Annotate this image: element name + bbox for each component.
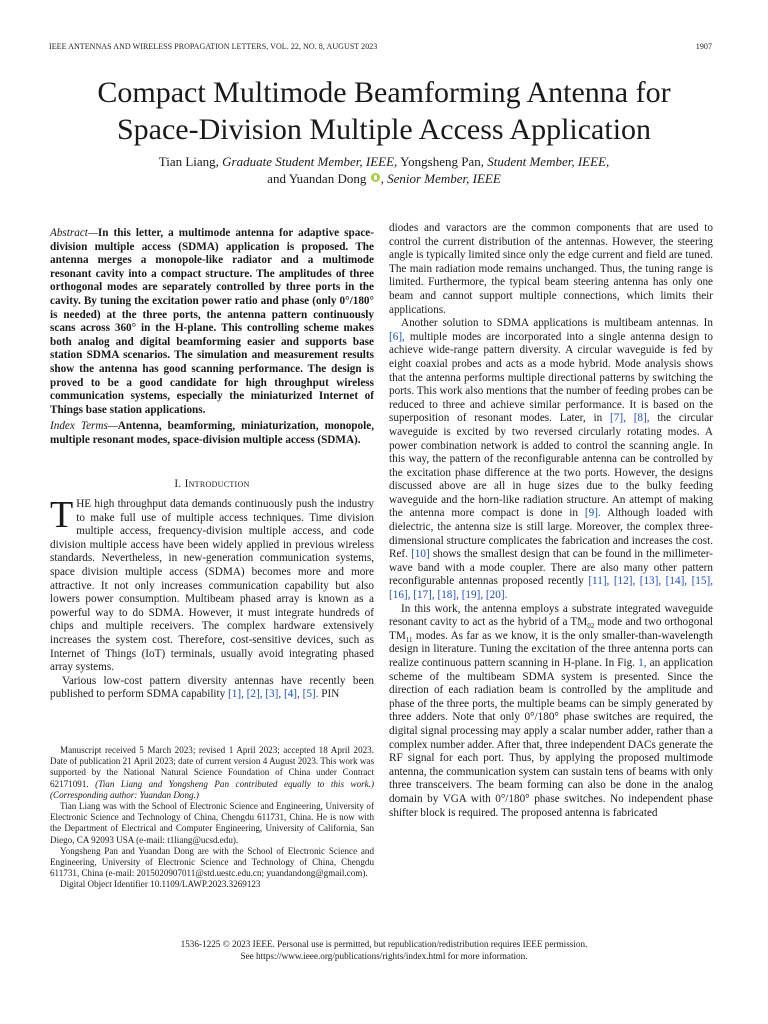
index-terms [50, 420, 374, 447]
paper-title [40, 74, 728, 148]
footnote-doi: Digital Object Identifier 10.1109/LAWP.2023.3269123 [60, 879, 261, 890]
right-paragraph-2: Another solution to SDMA applications is multibeam antennas. In [6], multiple modes are incorporated into a single antenna design to achieve wide-range pattern diversity. A circular waveguide is fed by eight coaxial probes and acts as a mode hybrid. Mode analysis shows that the antenna performs multiple directional patterns by switching the ports. This work also mentions that the number of feeding probes can be reduced to three and achieve similar performance. It is based on the superposition of resonant modes. Later, in [7], [8], the circular waveguide is excited by two reversed circularly rotating modes. A power combination network is added to control the scanning angle. In this way, the pattern of the reconfigurable antenna can be controlled by the excitation phase difference at the two ports. However, the designs discussed above are all in huge sizes due to the bulky feeding waveguide and the horn-like radiation structure. An attempt of making the antenna more compact is done in [9]. Although loaded with dielectric, the antenna size is still large. Moreover, the complex three-dimensional structure complicates the fabrication and increases the cost. Ref. [10] shows the smallest design that can be found in the millimeter-wave band with a mode coupler. There are also many other pattern reconfigurable antennas proposed recently [11], [12], [13], [14], [15], [16], [17], [18], [19], [20]. [389, 317, 714, 602]
footer-line-1: 1536-1225 © 2023 IEEE. Personal use is permitted, but republication/redistribution requires IEEE permission. [180, 939, 588, 949]
citation-link[interactable]: [10] [411, 548, 430, 561]
footnote-liang: Tian Liang was with the School of Electronic Science and Engineering, University of Electronic Science and Technology of China, Chengdu 611731, China. He is now with the Department of Electrical and Computer Engineering, University of California, San Diego, CA 92093 USA (e-mail: t1liang@ucsd.edu). [50, 801, 374, 845]
citation-link[interactable]: [6], [389, 330, 405, 343]
copyright-footer [0, 939, 768, 962]
abstract-text: In this letter, a multimode antenna for adaptive space-division multiple access (SDMA) application is proposed. The antenna merges a monopole-like radiator and a multimode resonant cavity into a compact structure. The amplitudes of three orthogonal modes are separately controlled by three ports in the cavity. By tuning the excitation power ratio and phase (only 0°/180° is needed) at the three ports, the antenna pattern continuously scans across 360° in the H-plane. This controlling scheme makes both analog and digital beamforming easier and supports base station SDMA scenarios. The simulation and measurement results show the antenna has good scanning performance. The design is proved to be a good candidate for high throughput wireless communication systems, especially the miniaturized Internet of Things base station applications. [50, 227, 374, 416]
title-line-2: Space-Division Multiple Access Application [116, 113, 652, 146]
index-terms-text: Antenna, beamforming, miniaturization, monopole, multiple resonant modes, space-division multiple access (SDMA). [50, 420, 374, 446]
author-1-name: Tian Liang, [158, 154, 219, 169]
author-2-name: Yongsheng Pan, [400, 154, 484, 169]
footnote-pan-dong: Yongsheng Pan and Yuandan Dong are with the School of Electronic Science and Engineering, University of Electronic Science and Technology of China, Chengdu 611731, China (e-mail: 2015020907011@std.uestc.edu.cn; yuandandong@gmail.com). [50, 845, 374, 879]
citation-link[interactable]: [7], [8], [610, 412, 650, 425]
author-3-role: , Senior Member, IEEE [380, 171, 501, 186]
intro-text [50, 494, 374, 702]
orcid-icon[interactable] [371, 173, 380, 182]
intro-paragraph-2: Various low-cost pattern diversity antennas have recently been published to perform SDMA capability [1], [2], [3], [4], [5]. PIN [50, 674, 374, 701]
citation-link[interactable]: [1], [2], [3], [4], [5]. [228, 688, 319, 701]
citation-link[interactable]: [9]. [584, 507, 601, 520]
page-number: 1907 [695, 42, 712, 51]
journal-header: IEEE ANTENNAS AND WIRELESS PROPAGATION LETTERS, VOL. 22, NO. 8, AUGUST 2023 [49, 42, 378, 51]
section-heading [50, 478, 374, 490]
right-paragraph-1: diodes and varactors are the common components that are used to control the current distribution of the antennas. However, the steering angle is typically limited since only the edge current and field are tuned. The main radiation mode remains unchanged. Thus, the tuning range is limited. Furthermore, the typical beam steering antenna has only one beam and cannot support multiple connections, which limits their applications. [389, 222, 713, 316]
author-2-role: Student Member, IEEE, [487, 154, 610, 169]
section-number: I. [174, 478, 182, 490]
author-3-name: and Yuandan Dong [267, 171, 367, 186]
citation-link[interactable]: [11], [12], [13], [14], [15], [16], [17], [18], [19], [20]. [389, 575, 714, 602]
footnote [50, 745, 374, 891]
author-list [60, 153, 708, 187]
section-title: Introduction [184, 478, 250, 490]
abstract-label: Abstract— [50, 227, 98, 239]
right-column-text [389, 222, 713, 820]
footer-line-2: See https://www.ieee.org/publications/rights/index.html for more information. [240, 950, 528, 961]
title-line-1: Compact Multimode Beamforming Antenna for [97, 76, 671, 109]
drop-cap: T [50, 494, 74, 536]
footnote-received: Manuscript received 5 March 2023; revised 1 April 2023; accepted 18 April 2023. Date of publication 21 April 2023; date of current version 4 August 2023. This work was supported by the National Natural Science Foundation of China under Contract 62171091. (Tian Liang and Yongsheng Pan contributed equally to this work.) (Corresponding author: Yuandan Dong.) [50, 745, 374, 800]
right-paragraph-3: In this work, the antenna employs a substrate integrated waveguide resonant cavity to act as the hybrid of a $TM_{02}$ mode and two orthogonal $TM_{11}$ modes. As far as we know, it is the only smaller-than-wavelength design in literature. Tuning the excitation of the three antenna ports can realize continuous pattern scanning in H-plane. In Fig. 1, an application scheme of the multibeam SDMA system is presented. Since the direction of each radiation beam is controlled by the amplitude and phase of the three ports, the multiple beams can be simply generated by three adders. Note that only 0°/180° phase switches are required, the digital signal processing may apply a scalar number adder, rather than a complex number adder. After that, three independent DACs generate the RF signal for each port. Thus, by applying the proposed multimode antenna, the communication system can sustain tens of beams with only three transceivers. The beam forming can also be done in the analog domain by VGA with 0°/180° phase switches. No independent phase shifter block is required. The proposed antenna is fabricated [389, 602, 714, 819]
intro-paragraph-1: THE high throughput data demands continuously push the industry to make full use of multiple access techniques. Time division multiple access, frequency-division multiple access, and code division multiple access have been widely applied in previous wireless standards. Nevertheless, in new-generation communication systems, space division multiple access (SDMA) becomes more and more attractive. It not only increases communication capability but also lowers power consumption. Multibeam phased array is known as a powerful way to do SDMA. However, it must integrate hundreds of chips and multiple receivers. The complex hardware extensively increases the system cost. Therefore, cost-sensitive devices, such as Internet of Things (IoT) terminals, usually avoid integrating phased array systems. [50, 494, 374, 674]
abstract [50, 227, 374, 417]
author-1-role: Graduate Student Member, IEEE, [222, 154, 398, 169]
index-terms-label: Index Terms— [50, 420, 118, 432]
figure-link[interactable]: 1, [638, 657, 647, 669]
